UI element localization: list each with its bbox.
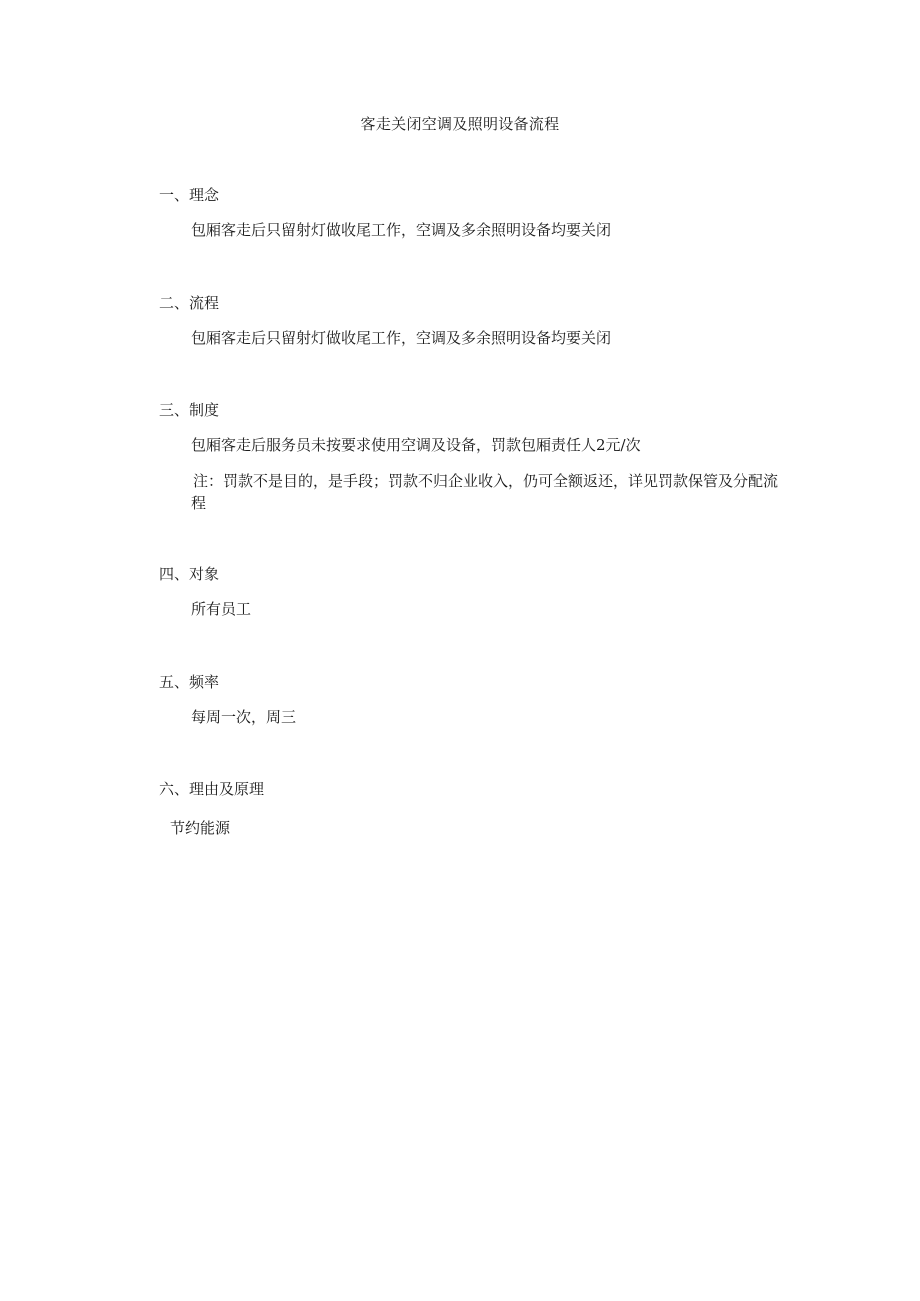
section-heading-philosophy: 一、理念 (159, 186, 220, 204)
section-note-rules: 注：罚款不是目的，是手段；罚款不归企业收入，仍可全额返还，详见罚款保管及分配流程 (191, 472, 779, 512)
section-body-target: 所有员工 (191, 600, 252, 618)
section-body-process: 包厢客走后只留射灯做收尾工作，空调及多余照明设备均要关闭 (191, 329, 612, 347)
section-body-rationale: 节约能源 (170, 819, 231, 837)
section-heading-rules: 三、制度 (159, 401, 220, 419)
section-body-rules: 包厢客走后服务员未按要求使用空调及设备，罚款包厢责任人2元/次 (191, 436, 641, 454)
section-heading-frequency: 五、频率 (159, 673, 220, 691)
section-heading-target: 四、对象 (159, 565, 220, 583)
document-title: 客走关闭空调及照明设备流程 (360, 115, 560, 133)
section-heading-rationale: 六、理由及原理 (159, 780, 265, 798)
section-body-philosophy: 包厢客走后只留射灯做收尾工作，空调及多余照明设备均要关闭 (191, 221, 612, 239)
section-heading-process: 二、流程 (159, 294, 220, 312)
section-body-frequency: 每周一次，周三 (191, 708, 297, 726)
